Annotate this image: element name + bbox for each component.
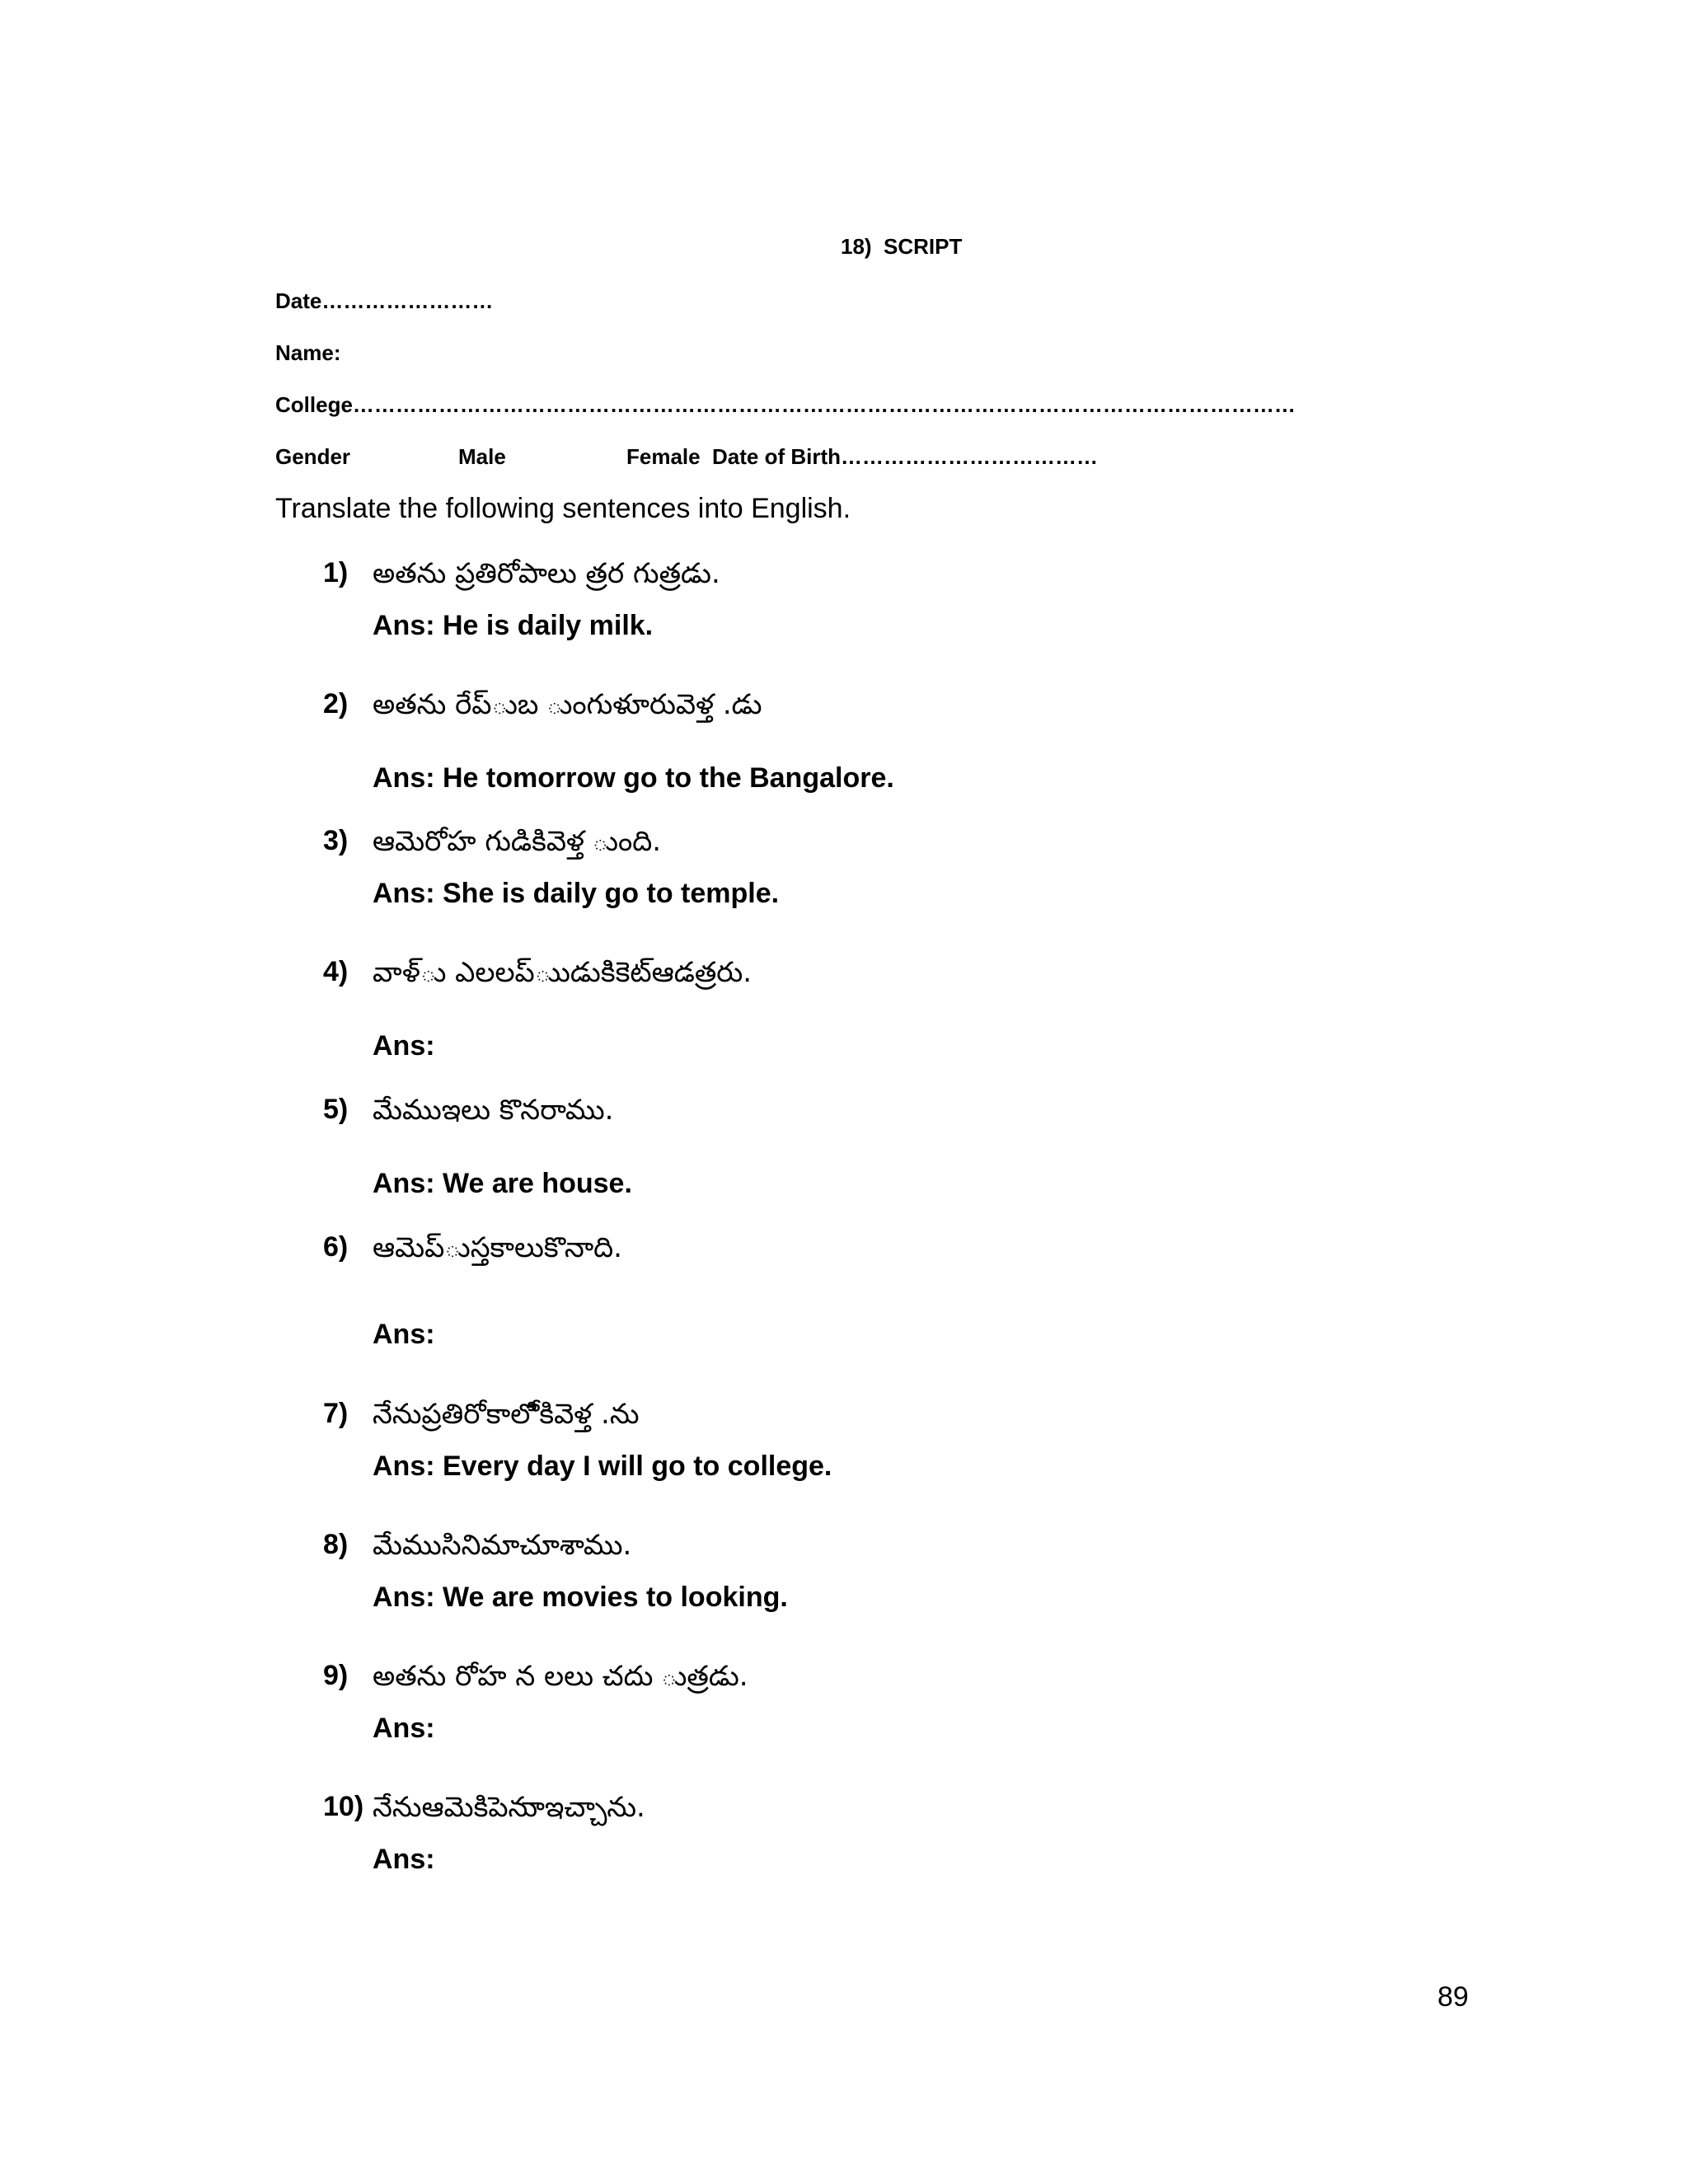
question-answer: Ans: — [373, 1319, 435, 1350]
question-number: 7) — [323, 1398, 349, 1429]
question-answer: Ans: — [373, 1844, 435, 1875]
question-number: 4) — [323, 956, 349, 987]
question-number: 10) — [323, 1791, 364, 1822]
question-number: 3) — [323, 825, 349, 856]
question-number: 9) — [323, 1660, 349, 1691]
gender-female-option: Female — [626, 444, 701, 469]
gender-label: Gender — [275, 444, 351, 469]
name-field: Name: — [275, 340, 341, 365]
question-number: 5) — [323, 1094, 349, 1125]
question-text: అతను ప్రతిరోపాలు త్రర గుత్రడు. — [373, 557, 720, 590]
question-number: 8) — [323, 1529, 349, 1560]
date-field: Date…………………… — [275, 288, 494, 313]
date-of-birth-field: Date of Birth……………………………… — [712, 444, 1098, 469]
question-text: నేనుప్రతిరోకాలోికివెళ్త .ను — [373, 1398, 640, 1431]
college-field: College…………………………………………………………………………………………………………………… — [275, 392, 1296, 417]
question-answer: Ans: We are movies to looking. — [373, 1582, 788, 1613]
instruction-text: Translate the following sentences into English. — [275, 493, 851, 524]
page-number: 89 — [1437, 1981, 1469, 2013]
question-text: అతను రోహ న లలు చదు ుత్రడు. — [373, 1660, 748, 1693]
question-answer: Ans: He tomorrow go to the Bangalore. — [373, 762, 894, 794]
question-answer: Ans: Every day I will go to college. — [373, 1451, 832, 1482]
page-title: 18) SCRIPT — [841, 234, 963, 259]
question-text: ఆమెప్ుస్తకాలుకొనాది. — [373, 1231, 622, 1264]
question-answer: Ans: — [373, 1713, 435, 1744]
question-text: మేముఇలు కొనరాము. — [373, 1094, 614, 1127]
question-number: 6) — [323, 1231, 349, 1263]
question-answer: Ans: He is daily milk. — [373, 610, 654, 641]
gender-male-option: Male — [458, 444, 506, 469]
question-text: వాళ్ు ఎలలప్ుుడుకిికెట్ఆడత్రరు. — [373, 956, 753, 989]
question-text: అతను రేప్ుబ ుంగుళూరువెళ్త .డు — [373, 688, 762, 721]
question-number: 2) — [323, 688, 349, 719]
question-answer: Ans: — [373, 1030, 435, 1062]
question-text: ఆమెరోహ గుడికివెళ్త ుంది. — [373, 825, 662, 858]
question-text: మేముసినిమాచూశాము. — [373, 1529, 632, 1562]
question-answer: Ans: She is daily go to temple. — [373, 878, 780, 909]
question-answer: Ans: We are house. — [373, 1168, 632, 1199]
question-number: 1) — [323, 557, 349, 588]
question-text: నేనుఆమెకిపెనుాఇచ్చాను. — [373, 1791, 645, 1824]
